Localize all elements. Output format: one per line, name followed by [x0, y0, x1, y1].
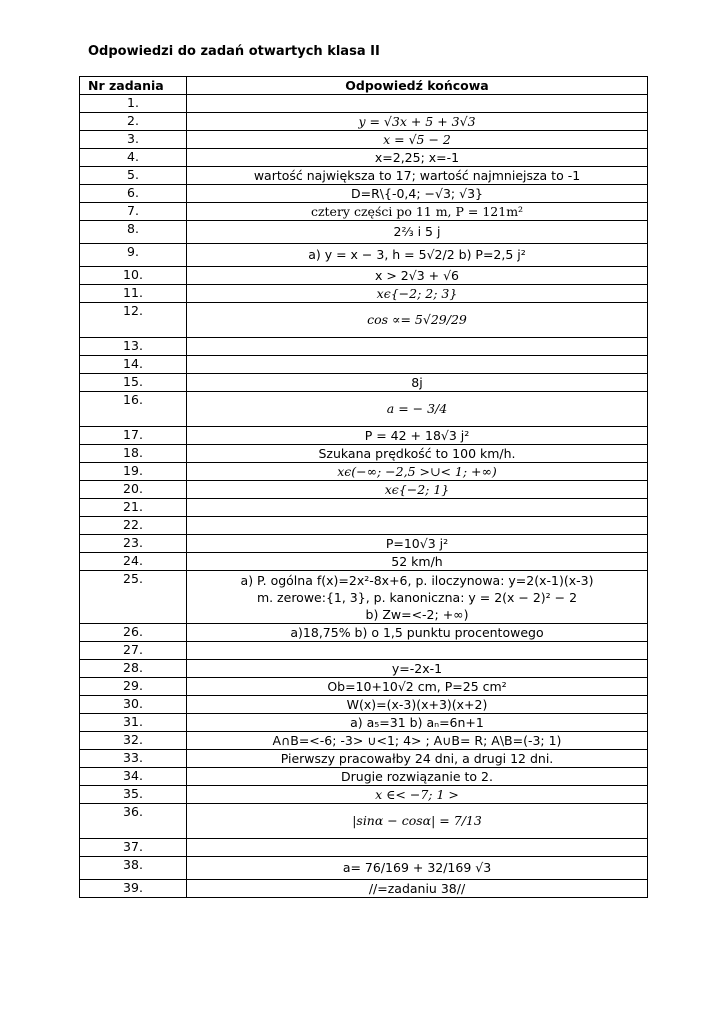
task-number: 17. [80, 427, 187, 445]
task-answer: P=10√3 j² [187, 535, 648, 553]
task-answer: xϵ(−∞; −2,5 >∪< 1; +∞) [187, 463, 648, 481]
table-row [80, 804, 648, 839]
task-answer [187, 499, 648, 517]
task-answer [187, 839, 648, 857]
task-answer: Szukana prędkość to 100 km/h. [187, 445, 648, 463]
table-row [80, 481, 648, 499]
answer-line: b) Zw=<-2; +∞) [365, 606, 469, 622]
task-number: 25. [80, 571, 187, 624]
table-row [80, 95, 648, 113]
table-row [80, 880, 648, 898]
table-row [80, 392, 648, 427]
task-number: 6. [80, 185, 187, 203]
task-number: 22. [80, 517, 187, 535]
table-row [80, 750, 648, 768]
table-row [80, 786, 648, 804]
task-number: 37. [80, 839, 187, 857]
task-answer [187, 338, 648, 356]
task-number: 24. [80, 553, 187, 571]
task-number: 9. [80, 244, 187, 267]
task-answer: x ∈< −7; 1 > [187, 786, 648, 804]
table-row [80, 221, 648, 244]
table-row [80, 203, 648, 221]
task-answer: cos ∝= 5√29/29 [187, 303, 648, 338]
table-row [80, 732, 648, 750]
task-number: 5. [80, 167, 187, 185]
table-header-row [80, 77, 648, 95]
task-number: 20. [80, 481, 187, 499]
task-answer: a) y = x − 3, h = 5√2/2 b) P=2,5 j² [187, 244, 648, 267]
task-answer: D=R\{-0,4; −√3; √3} [187, 185, 648, 203]
task-number: 10. [80, 267, 187, 285]
table-row [80, 553, 648, 571]
task-number: 21. [80, 499, 187, 517]
table-row [80, 696, 648, 714]
task-answer: 2⅔ i 5 j [187, 221, 648, 244]
task-answer: A∩B=<-6; -3> ∪<1; 4> ; A∪B= R; A\B=(-3; 1) [187, 732, 648, 750]
task-answer: x=2,25; x=-1 [187, 149, 648, 167]
task-answer: x = √5 − 2 [187, 131, 648, 149]
task-answer [187, 571, 648, 624]
task-number: 23. [80, 535, 187, 553]
task-number: 33. [80, 750, 187, 768]
table-row [80, 839, 648, 857]
task-answer: xϵ{−2; 1} [187, 481, 648, 499]
task-answer [187, 642, 648, 660]
task-number: 3. [80, 131, 187, 149]
table-row [80, 338, 648, 356]
table-row [80, 768, 648, 786]
table-row [80, 678, 648, 696]
task-number: 12. [80, 303, 187, 338]
task-number: 2. [80, 113, 187, 131]
task-number: 32. [80, 732, 187, 750]
task-number: 39. [80, 880, 187, 898]
table-row [80, 303, 648, 338]
task-number: 14. [80, 356, 187, 374]
answer-line: a) P. ogólna f(x)=2x²-8x+6, p. iloczynowa: y=2(x-1)(x-3) [240, 572, 594, 588]
table-row [80, 131, 648, 149]
task-number: 11. [80, 285, 187, 303]
table-row [80, 374, 648, 392]
column-header-nr: Nr zadania [80, 77, 187, 95]
task-number: 34. [80, 768, 187, 786]
table-row [80, 267, 648, 285]
task-answer: a) a₅=31 b) aₙ=6n+1 [187, 714, 648, 732]
task-number: 38. [80, 857, 187, 880]
task-answer [187, 356, 648, 374]
task-answer: Ob=10+10√2 cm, P=25 cm² [187, 678, 648, 696]
task-number: 19. [80, 463, 187, 481]
task-number: 30. [80, 696, 187, 714]
task-number: 4. [80, 149, 187, 167]
table-row [80, 463, 648, 481]
table-row [80, 285, 648, 303]
task-number: 26. [80, 624, 187, 642]
task-answer: wartość największa to 17; wartość najmniejsza to -1 [187, 167, 648, 185]
table-row [80, 624, 648, 642]
table-row [80, 149, 648, 167]
table-row [80, 660, 648, 678]
task-number: 35. [80, 786, 187, 804]
table-row [80, 113, 648, 131]
task-answer: Pierwszy pracowałby 24 dni, a drugi 12 dni. [187, 750, 648, 768]
table-row [80, 642, 648, 660]
table-row [80, 571, 648, 624]
task-number: 8. [80, 221, 187, 244]
table-row [80, 185, 648, 203]
task-answer: Drugie rozwiązanie to 2. [187, 768, 648, 786]
task-answer [187, 95, 648, 113]
answer-line: m. zerowe:{1, 3}, p. kanoniczna: y = 2(x − 2)² − 2 [256, 589, 578, 605]
task-number: 28. [80, 660, 187, 678]
task-number: 31. [80, 714, 187, 732]
table-row [80, 244, 648, 267]
table-row [80, 445, 648, 463]
task-answer: a = − 3/4 [187, 392, 648, 427]
task-answer: P = 42 + 18√3 j² [187, 427, 648, 445]
task-answer: W(x)=(x-3)(x+3)(x+2) [187, 696, 648, 714]
table-row [80, 857, 648, 880]
table-row [80, 499, 648, 517]
task-answer: |sinα − cosα| = 7/13 [187, 804, 648, 839]
task-number: 18. [80, 445, 187, 463]
task-number: 7. [80, 203, 187, 221]
task-answer: 8j [187, 374, 648, 392]
task-answer: 52 km/h [187, 553, 648, 571]
task-answer: //=zadaniu 38// [187, 880, 648, 898]
column-header-answer: Odpowiedź końcowa [187, 77, 648, 95]
task-number: 1. [80, 95, 187, 113]
table-row [80, 167, 648, 185]
task-answer: xϵ{−2; 2; 3} [187, 285, 648, 303]
task-number: 15. [80, 374, 187, 392]
document-title: Odpowiedzi do zadań otwartych klasa II [88, 44, 380, 59]
table-row [80, 535, 648, 553]
task-answer: cztery części po 11 m, P = 121m² [187, 203, 648, 221]
task-answer: x > 2√3 + √6 [187, 267, 648, 285]
task-answer: a)18,75% b) o 1,5 punktu procentowego [187, 624, 648, 642]
task-number: 36. [80, 804, 187, 839]
table-row [80, 714, 648, 732]
table-row [80, 517, 648, 535]
task-answer [187, 517, 648, 535]
task-number: 16. [80, 392, 187, 427]
table-row [80, 427, 648, 445]
task-number: 29. [80, 678, 187, 696]
task-number: 27. [80, 642, 187, 660]
answers-table [79, 76, 648, 898]
task-answer: y = √3x + 5 + 3√3 [187, 113, 648, 131]
task-answer: a= 76/169 + 32/169 √3 [187, 857, 648, 880]
task-answer: y=-2x-1 [187, 660, 648, 678]
task-number: 13. [80, 338, 187, 356]
table-row [80, 356, 648, 374]
